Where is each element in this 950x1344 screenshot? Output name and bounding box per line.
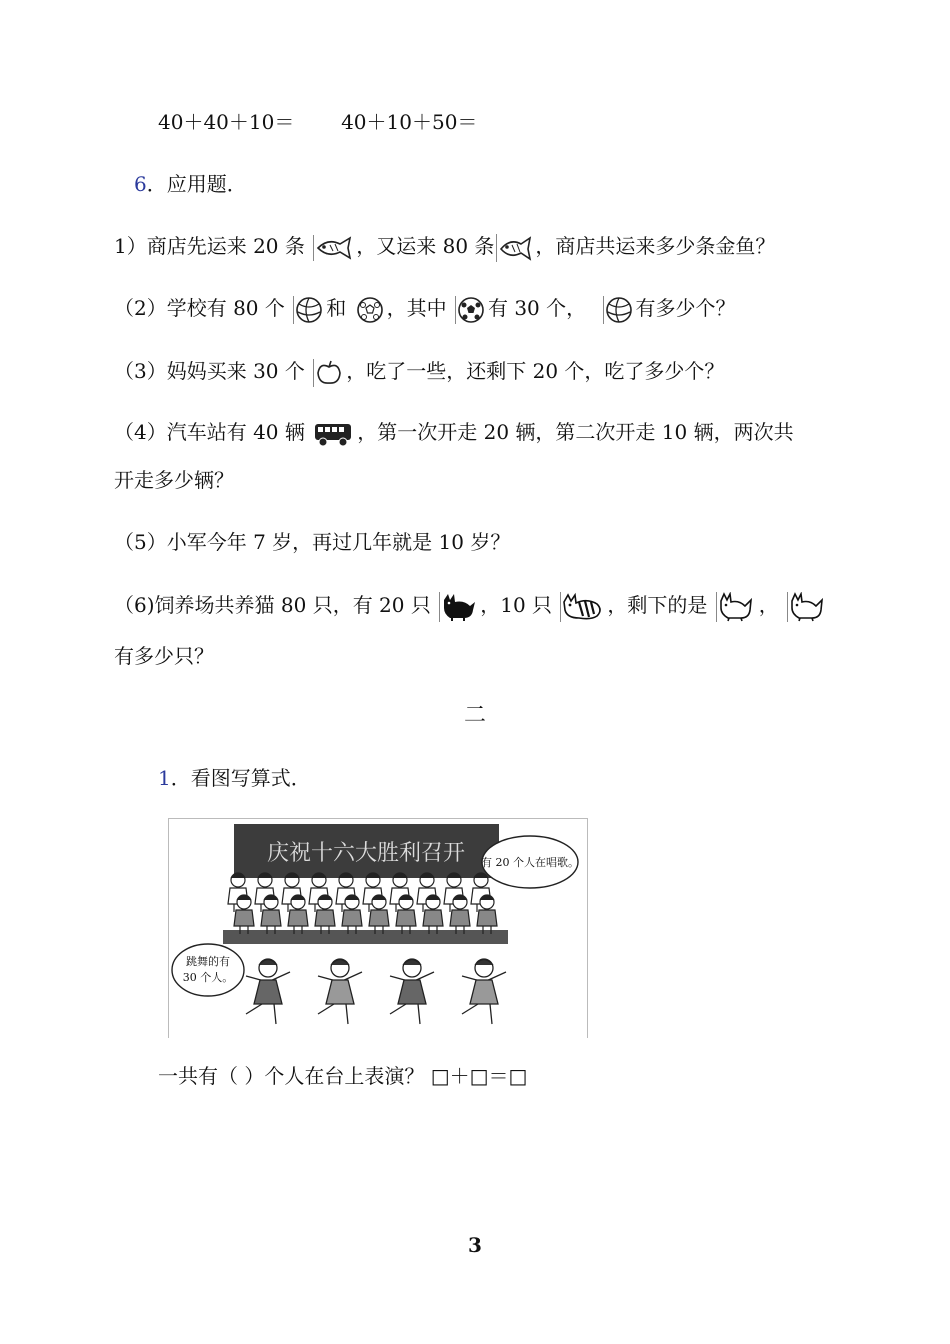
equation-2: 40＋10＋50＝	[341, 110, 478, 134]
problem-5	[114, 528, 510, 556]
problem-text: （5）小军今年 7 岁，再过几年就是 10 岁？	[114, 530, 511, 554]
question-title: ．看图写算式．	[170, 766, 311, 790]
question-number: 1	[158, 766, 171, 790]
problem-text: （2）学校有 80 个	[114, 296, 285, 320]
section2-question-1	[158, 764, 311, 792]
problem-text: ，第一次开走 20 辆，第二次开走 10 辆，两次共	[357, 420, 794, 444]
problem-text: 有 30 个，	[487, 296, 587, 320]
question-title: ．应用题．	[146, 172, 247, 196]
problem-text: ，吃了一些，还剩下 20 个，吃了多少个？	[346, 359, 725, 383]
problem-text: 1）商店先运来 20 条	[114, 234, 305, 258]
page-number: 3	[468, 1233, 482, 1257]
problem-text: ，10 只	[480, 593, 553, 617]
volleyball-icon	[603, 296, 634, 324]
problem-text: ，剩下的是	[607, 593, 708, 617]
illustration-question: 一共有（ ）个人在台上表演？ □＋□＝□	[158, 1064, 528, 1088]
apple-icon	[313, 359, 344, 387]
football-icon	[455, 296, 486, 324]
section-heading: 二	[463, 703, 486, 728]
banner-text: 庆祝十六大胜利召开	[266, 841, 466, 866]
problem-text: ，其中	[386, 296, 447, 320]
goldfish-icon	[496, 234, 533, 262]
question-6-heading	[134, 170, 247, 198]
white-cat-icon	[787, 592, 828, 622]
problem-text: ，又运来 80 条	[356, 234, 495, 258]
problem-text: 和	[326, 296, 347, 320]
football-icon	[355, 296, 385, 324]
speech-bubble-left-line2: 30 个人。	[182, 971, 234, 984]
problem-text: ，商店共运来多少条金鱼？	[535, 234, 776, 258]
problem-text: （3）妈妈买来 30 个	[114, 359, 305, 383]
problem-text: （6)饲养场共养猫 80 只，有 20 只	[114, 593, 431, 617]
goldfish-icon	[313, 235, 354, 261]
striped-cat-icon	[560, 592, 605, 622]
speech-bubble-right: 有 20 个人在唱歌。	[481, 856, 579, 869]
problem-6-continued	[114, 642, 214, 670]
speech-bubble-left-line1: 跳舞的有	[186, 955, 230, 968]
volleyball-icon	[293, 296, 324, 324]
problem-text: （4）汽车站有 40 辆	[114, 420, 305, 444]
black-cat-icon	[439, 592, 478, 622]
problem-4-continued	[114, 466, 234, 494]
problem-3	[114, 357, 724, 387]
problem-text: ，	[758, 593, 779, 617]
problem-4	[114, 418, 794, 448]
problem-text: 有多少个？	[635, 296, 736, 320]
problem-2	[114, 294, 736, 324]
white-cat-icon	[716, 592, 757, 622]
equation-row	[158, 108, 477, 136]
question-number: 6	[134, 172, 147, 196]
problem-text: 有多少只？	[114, 644, 214, 668]
problem-1	[114, 232, 775, 262]
performance-illustration	[168, 818, 588, 1038]
problem-6	[114, 591, 830, 622]
equation-1: 40＋40＋10＝	[158, 110, 295, 134]
bus-icon	[313, 420, 355, 448]
problem-text: 开走多少辆？	[114, 468, 234, 492]
